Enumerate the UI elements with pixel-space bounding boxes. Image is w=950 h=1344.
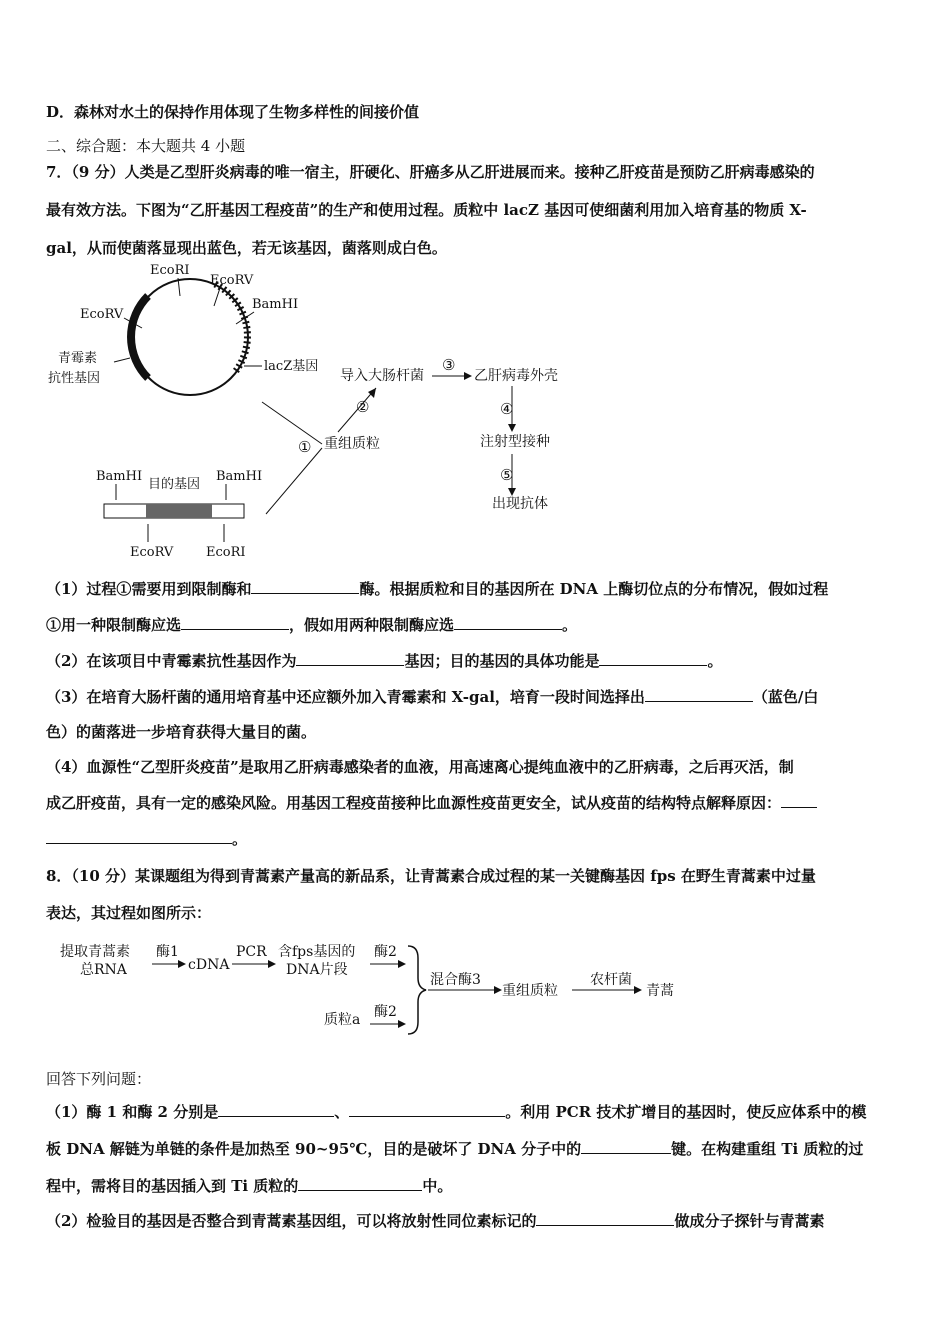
blank-q7-3[interactable] [645,687,753,702]
q7-sub4-line2: 成乙肝疫苗，具有一定的感染风险。用基因工程疫苗接种比血源性疫苗更安全，试从疫苗的结构特点解释原因： [46,793,817,813]
label-enzyme2-top: 酶2 [374,944,397,960]
q8-stem-line2: 表达，其过程如图所示： [46,904,212,922]
fps-gene-process-diagram [56,938,696,1038]
label-ecorv-left: EcoRV [80,307,124,322]
q7-sub4-line1: （4）血源性“乙型肝炎疫苗”是取用乙肝病毒感染者的血液，用高速离心提纯血液中的乙肝病毒，之后再灭活，制 [46,758,794,776]
label-recombinant: 重组质粒 [502,983,558,999]
q7-stem-line3: gal，从而使菌落显现出蓝色，若无该基因，菌落则成白色。 [46,239,447,257]
q8-sub1-line2: 板 DNA 解链为单链的条件是加热至 90~95℃，目的是破坏了 DNA 分子中的 键。在构建重组 Ti 质粒的过 [46,1140,864,1158]
q7-sub4-line3: 。 [46,829,247,849]
label-fragment-1: 含fps基因的 [278,944,356,960]
label-fragment-2: DNA片段 [286,962,348,978]
q8-stem-line1: 8．（10 分）某课题组为得到青蒿素产量高的新品系，让青蒿素合成过程的某一关键酶基因 fps 在野生青蒿素中过量 [46,867,816,885]
blank-q8-2[interactable] [536,1211,674,1226]
label-ecori-top: EcoRI [150,263,190,278]
q7-sub1-line1: （1）过程①需要用到限制酶和 酶。根据质粒和目的基因所在 DNA 上酶切位点的分布情况，假如过程 [46,580,829,598]
arrowhead-antibody [508,488,516,496]
blank-q7-2a[interactable] [296,651,404,666]
merge-brace [408,946,426,1034]
q7-stem-line2: 最有效方法。下图为“乙肝基因工程疫苗”的生产和使用过程。质粒中 lacZ 基因可使细菌利用加入培育基的物质 X- [46,201,807,219]
blank-q7-1a[interactable] [251,579,359,594]
arrow-ecorv-top [214,288,220,306]
step-5: ⑤ [500,466,514,484]
q7-sub2: （2）在该项目中青霉素抗性基因作为 基因；目的基因的具体功能是 。 [46,652,723,670]
target-gene-region [146,504,212,518]
blank-q7-2b[interactable] [599,651,707,666]
genetic-engineering-vaccine-diagram [40,262,600,574]
q8-sub1-line1: （1）酶 1 和酶 2 分别是 、 。利用 PCR 技术扩增目的基因时，使反应体系中的模 [46,1103,867,1121]
arrowhead-shell [464,372,472,380]
arrowhead-enzyme2-top [398,960,406,968]
label-extract-1: 提取青蒿素 [60,944,130,960]
label-artemisia: 青蒿 [646,983,674,999]
arrowhead-pcr [268,960,276,968]
label-penicillin-2: 抗性基因 [48,371,101,386]
line-gene-to-recomb [266,448,322,514]
label-ecoli: 导入大肠杆菌 [340,368,424,384]
line-plasmid-to-recomb [262,402,322,444]
label-lacz: lacZ基因 [264,359,319,374]
q7-stem-line1: 7．（9 分）人类是乙型肝炎病毒的唯一宿主，肝硬化、肝癌多从乙肝进展而来。接种乙肝疫苗是预防乙肝病毒感染的 [46,163,815,181]
label-ecorv-top: EcoRV [210,273,254,288]
label-ecori-bottom: EcoRI [206,545,246,560]
label-bamhi-left: BamHI [96,469,143,484]
label-extract-2: 总RNA [80,962,127,978]
blank-q7-4b[interactable] [46,829,232,844]
label-plasmid-a: 质粒a [324,1012,361,1028]
blank-q7-1b[interactable] [181,615,289,630]
option-d: D．森林对水土的保持作用体现了生物多样性的间接价值 [46,103,420,121]
pointer-penicillin [114,358,130,362]
q7-sub3-line1: （3）在培育大肠杆菌的通用培育基中还应额外加入青霉素和 X-gal，培育一段时间选择出 （蓝色/白 [46,688,819,706]
step-3: ③ [442,356,456,374]
arrowhead-enzyme1 [178,960,186,968]
arrowhead-agro [634,986,642,994]
step-1: ① [298,438,312,456]
label-injection: 注射型接种 [480,434,550,450]
label-enzyme1: 酶1 [156,944,179,960]
label-enzyme2-bottom: 酶2 [374,1004,397,1020]
arrowhead-enzyme2-bottom [398,1020,406,1028]
label-recombinant-plasmid: 重组质粒 [324,436,380,452]
blank-q8-1b[interactable] [349,1102,505,1117]
blank-q7-1c[interactable] [454,615,562,630]
step-4: ④ [500,400,514,418]
label-virus-shell: 乙肝病毒外壳 [474,368,558,384]
q7-sub3-line2: 色）的菌落进一步培育获得大量目的菌。 [46,723,317,741]
q8-sub2-line1: （2）检验目的基因是否整合到青蒿素基因组，可以将放射性同位素标记的 做成分子探针与青蒿素 [46,1212,825,1230]
label-mix-enzyme3: 混合酶3 [430,972,481,988]
answer-heading: 回答下列问题： [46,1070,152,1088]
label-bamhi-right: BamHI [216,469,263,484]
arrowhead-inject [508,424,516,432]
label-pcr: PCR [236,944,267,960]
q8-sub1-line3: 程中，需将目的基因插入到 Ti 质粒的 中。 [46,1177,453,1195]
label-bamhi-top: BamHI [252,297,299,312]
label-antibody: 出现抗体 [492,496,548,512]
label-ecorv-bottom: EcoRV [130,545,174,560]
lacz-segment [215,284,247,372]
section-heading: 二、综合题：本大题共 4 小题 [46,137,246,155]
penicillin-resistance-segment [131,296,148,378]
blank-q7-4a[interactable] [781,793,817,808]
blank-q8-1d[interactable] [298,1176,422,1191]
label-target-gene: 目的基因 [148,477,201,492]
arrowhead-mix [494,986,502,994]
q7-sub1-line2: ①用一种限制酶应选 ，假如用两种限制酶应选 。 [46,616,578,634]
blank-q8-1a[interactable] [218,1102,334,1117]
label-cdna: cDNA [188,957,230,973]
label-penicillin-1: 青霉素 [58,351,98,366]
blank-q8-1c[interactable] [581,1139,671,1154]
label-agrobacterium: 农杆菌 [590,972,632,988]
step-2: ② [356,398,370,416]
